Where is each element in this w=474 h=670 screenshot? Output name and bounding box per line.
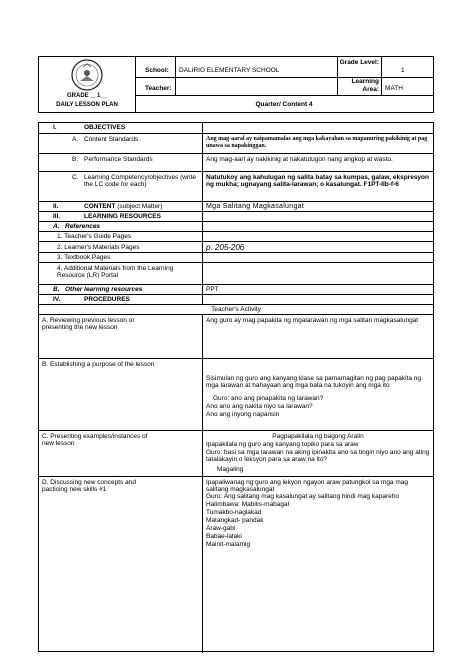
references-row: A. References — [39, 221, 433, 231]
other-resources-value: PPT — [206, 286, 219, 293]
references-label: References — [65, 223, 101, 230]
other-resources-label: Other learning resources — [65, 286, 143, 293]
proc-c-label: C. Presenting examples/instances of new lesson — [42, 433, 148, 447]
grade-level-label: Grade Level: — [339, 59, 379, 66]
ref-teacher-guide-row: 1. Teacher's Guide Pages — [39, 231, 433, 241]
activity-header-row — [39, 304, 433, 314]
learning-area-label: Learning Area: — [351, 78, 379, 93]
proc-d-row: D. Discussing new concepts and pacticing new skills #1 Ipapaliwanag ng guro ang lekyon ngayon araw patungkol sa mga mag salitang magkasalungat Guro: Ang salitang mag kasalungat ay salitang hindi mag kapareho Halimbawa: Mabilis-mabagal Tumakbo-naglakad Matangkad- pandak Araw-gabi Babae-lalaki Mainit-malamig — [39, 476, 433, 653]
content-row: II. CONTENT (subject Matter) Mga Salitang Magkasalungat — [39, 201, 433, 211]
learner-materials-pages: p. 205-206 — [206, 243, 245, 252]
learning-area-value: MATH — [385, 85, 403, 92]
content-label: CONTENT — [84, 203, 116, 210]
objectives-row: I. OBJECTIVES — [39, 123, 433, 133]
grade-level-value: 1 — [401, 67, 405, 74]
deped-seal-icon — [71, 59, 103, 91]
competencies-label: Learning Competency/objectives (write the LC code for each) — [84, 174, 196, 188]
ref-textbook-row: 3. Textbook Pages — [39, 252, 433, 262]
proc-b-row: B. Establishing a purpose of the lesson Sisimulan ng guro ang kanyang klase sa pamamagitan ng pag papakita ng mga larawan at hahayaan ang mga bata na tukoyin ang mga ito Guro: ano ang pinapakita ng larawan? Ano ano ang nakita niyo sa larawan? Ano ang inyong napansin — [39, 358, 433, 430]
proc-b-label: B. Establishing a purpose of the lesson — [42, 361, 155, 368]
content-standards-label: Content Standards — [84, 136, 139, 143]
objectives-title: OBJECTIVES — [84, 124, 126, 131]
other-resources-row: B. Other learning resources PPT — [39, 284, 433, 294]
content-standards-row: A. Content Standards Ang mag-aaral ay naipamamalas ang mga kakayahan sa mapanuring pakikinig at pag unawa sa napakinggan. — [39, 133, 433, 153]
teacher-label: Teacher: — [145, 85, 172, 92]
school-label: School: — [145, 67, 169, 74]
procedures-row: IV. PROCEDURES — [39, 294, 433, 304]
ref-learner-materials-row: 2. Learner's Materials Pages p. 205-206 — [39, 241, 433, 252]
activity-header: Teacher's Activity — [211, 306, 261, 313]
resources-title: LEARNING RESOURCES — [84, 213, 161, 220]
proc-a-label: A. Reviewing previous lesson or presenting the new lesson — [42, 317, 135, 331]
grade-title: GRADE __1__ — [66, 93, 108, 99]
quarter-content: Quarter/ Content 4 — [255, 101, 313, 108]
proc-c-row: C. Presenting examples/instances of new lesson Pagpapakilala ng bagong Aralin Ipapakilala ng guro ang kanyang topiko para sa araw Guro: basi sa mga larawan na aking ipinakita ano sa tingin niyo ano ang ating tatalakayin o leksyon para sa araw na ito? Magaling — [39, 430, 433, 476]
plan-title: DAILY LESSON PLAN — [56, 102, 118, 108]
logo-cell — [39, 57, 136, 113]
performance-standards-value: Ang mag-aarl ay nakikinig at nakatutugon nang angkop at wasto. — [206, 156, 393, 163]
header-table — [38, 56, 434, 113]
performance-standards-label: Performance Standards — [84, 156, 153, 163]
proc-a-text: Ang guro ay mag papakita ng mgalarawan ng mga salitan magkasalungat — [206, 317, 419, 324]
competencies-value: Natutukoy ang kahulugan ng salita batay sa kumpas, galaw, ekspresyon ng mukha; ugnayang salita-larawan; o kasalungat. F1PT-IIb-f-6 — [206, 174, 429, 188]
proc-a-row — [39, 314, 433, 358]
proc-d-label: D. Discussing new concepts and pacticing new skills #1 — [42, 479, 136, 493]
procedures-title: PROCEDURES — [84, 296, 130, 303]
content-standards-value: Ang mag-aaral ay naipamamalas ang mga kakayahan sa mapanuring pakikinig at pag unawa sa napakinggan. — [206, 136, 428, 149]
school-value: DALIRIG ELEMENTARY SCHOOL — [179, 67, 280, 74]
ref-additional-row: 4. Additional Materials from the Learning Resource (LR) Portal — [39, 262, 433, 284]
content-value: Mga Salitang Magkasalungat — [206, 203, 305, 210]
competencies-row: C. Learning Competency/objectives (write the LC code for each) Natutukoy ang kahulugan ng salita batay sa kumpas, galaw, ekspresyon ng mukha; ugnayang salita-larawan; o kasalungat. F1PT-IIb-f-6 — [39, 171, 433, 201]
performance-standards-row: B. Performance Standards Ang mag-aarl ay nakikinig at nakatutugon nang angkop at wasto. — [39, 153, 433, 171]
lesson-table — [38, 122, 434, 652]
resources-row: III. LEARNING RESOURCES — [39, 211, 433, 221]
